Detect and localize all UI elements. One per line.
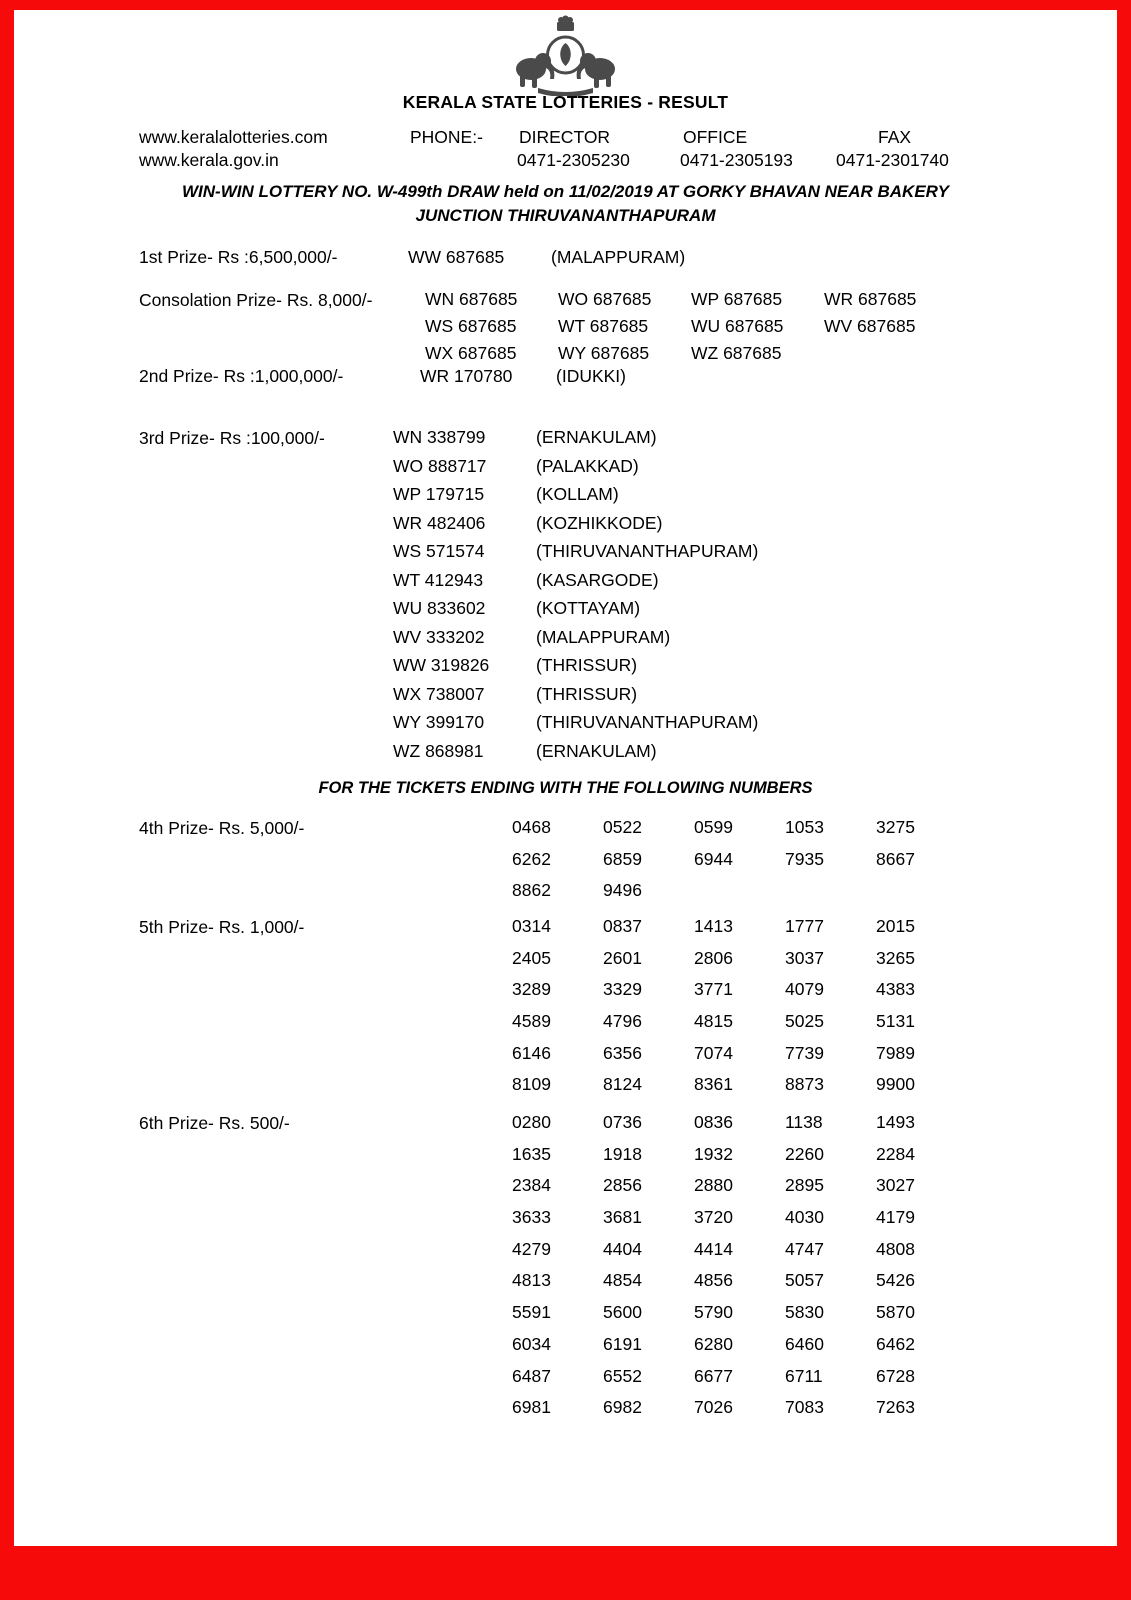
phone-label: PHONE:-	[410, 127, 483, 147]
ticket-number: 4796	[603, 1011, 642, 1032]
ticket-number: 6859	[603, 848, 642, 869]
winner-ticket-number: WU 833602	[393, 598, 486, 619]
ticket-number: 1777	[785, 916, 824, 936]
ticket-number: 6944	[694, 848, 733, 869]
ticket-number: WU 687685	[691, 316, 784, 336]
ticket-number: 3265	[876, 947, 915, 968]
ticket-number-row	[512, 849, 967, 881]
ticket-number-row	[512, 1207, 967, 1239]
ticket-number: 6146	[512, 1042, 551, 1063]
ticket-number: 9496	[603, 880, 642, 901]
ticket-number: 8109	[512, 1074, 551, 1095]
first-prize-ticket-number: WW 687685	[408, 247, 505, 267]
ticket-number: 6552	[603, 1365, 642, 1386]
ticket-number: WX 687685	[425, 343, 517, 363]
ticket-number: 7074	[694, 1042, 733, 1063]
ticket-number: 0837	[603, 916, 642, 936]
ticket-number: 4815	[694, 1011, 733, 1032]
ticket-number-row	[512, 948, 967, 980]
ticket-number-row	[512, 1074, 967, 1106]
ticket-number: 1493	[876, 1112, 915, 1132]
ending-numbers-header: FOR THE TICKETS ENDING WITH THE FOLLOWING NUMBERS	[318, 779, 813, 797]
result-sheet	[14, 10, 1117, 1546]
ticket-number: 4813	[512, 1270, 551, 1291]
ticket-number: 3633	[512, 1207, 551, 1228]
winner-ticket-number: WW 319826	[393, 655, 490, 676]
fourth-prize-number-grid	[512, 817, 967, 912]
draw-title-line1: WIN-WIN LOTTERY NO. W-499th DRAW held on 11/02/2019 AT GORKY BHAVAN NEAR BAKERY	[182, 182, 949, 201]
ticket-number: WP 687685	[691, 289, 783, 309]
ticket-number: 6462	[876, 1333, 915, 1354]
first-prize-district: (MALAPPURAM)	[551, 247, 686, 267]
ticket-number-row	[512, 979, 967, 1011]
third-prize-label: 3rd Prize- Rs :100,000/-	[139, 428, 325, 448]
ticket-number-row	[512, 1302, 967, 1334]
winner-district: (THIRUVANANTHAPURAM)	[536, 712, 759, 733]
ticket-number: 4854	[603, 1270, 642, 1291]
winner-ticket-number: WS 571574	[393, 541, 485, 562]
winner-district: (KASARGODE)	[536, 569, 659, 590]
ticket-number: 1138	[785, 1112, 823, 1132]
prize-winner-row	[393, 712, 758, 741]
prize-winner-row	[393, 741, 758, 770]
ticket-number: 5591	[512, 1302, 551, 1323]
ticket-number: 2405	[512, 947, 551, 968]
ticket-number: 3681	[603, 1207, 642, 1228]
ticket-number: 1413	[694, 916, 733, 936]
winner-ticket-number: WO 888717	[393, 455, 487, 476]
second-prize-district: (IDUKKI)	[556, 366, 626, 386]
fifth-prize-label: 5th Prize- Rs. 1,000/-	[139, 917, 305, 937]
ticket-number: 6677	[694, 1365, 733, 1386]
ticket-number: 4856	[694, 1270, 733, 1291]
ticket-number: WY 687685	[558, 343, 650, 363]
office-label: OFFICE	[683, 127, 748, 147]
ticket-number: 1932	[694, 1143, 733, 1164]
ticket-number: 8862	[512, 880, 551, 901]
ticket-number-row	[512, 1397, 967, 1429]
draw-title	[14, 180, 1117, 228]
ticket-number-row	[512, 916, 967, 948]
ticket-number: 7263	[876, 1397, 915, 1418]
winner-ticket-number: WN 338799	[393, 427, 486, 447]
ticket-number-row	[512, 1334, 967, 1366]
ticket-number: 3027	[876, 1175, 915, 1196]
website-keralagov: www.kerala.gov.in	[139, 150, 279, 170]
ticket-number-row	[512, 817, 967, 849]
winner-district: (THRISSUR)	[536, 655, 638, 676]
ticket-number: 2284	[876, 1143, 915, 1164]
ticket-number: 2601	[603, 947, 642, 968]
ticket-number: 5131	[876, 1011, 915, 1032]
page-title: KERALA STATE LOTTERIES - RESULT	[402, 92, 729, 112]
second-prize-ticket-number: WR 170780	[420, 366, 513, 386]
ticket-number: 7083	[785, 1397, 824, 1418]
ticket-number: 8667	[876, 848, 915, 869]
prize-winner-row	[393, 513, 758, 542]
ticket-number: 7989	[876, 1042, 915, 1063]
ticket-number: 5426	[876, 1270, 915, 1291]
ticket-number: 0836	[694, 1112, 733, 1132]
ticket-number-row	[512, 1144, 967, 1176]
ticket-number: 4079	[785, 979, 824, 1000]
ticket-number-row	[425, 289, 957, 316]
ticket-number-row	[512, 1175, 967, 1207]
ticket-number: 3037	[785, 947, 824, 968]
ticket-number: 4404	[603, 1238, 642, 1259]
sixth-prize-label: 6th Prize- Rs. 500/-	[139, 1113, 290, 1133]
ticket-number: 4808	[876, 1238, 915, 1259]
first-prize-label: 1st Prize- Rs :6,500,000/-	[139, 247, 338, 267]
ticket-number: 5025	[785, 1011, 824, 1032]
ticket-number: 6728	[876, 1365, 915, 1386]
ticket-number: 0599	[694, 817, 733, 837]
ticket-number: 4589	[512, 1011, 551, 1032]
draw-title-line2: JUNCTION THIRUVANANTHAPURAM	[415, 206, 716, 225]
prize-winner-row	[393, 427, 758, 456]
ticket-number-row	[512, 1043, 967, 1075]
ticket-number: 3329	[603, 979, 642, 1000]
ticket-number: 3289	[512, 979, 551, 1000]
ticket-number: 2895	[785, 1175, 824, 1196]
ticket-number-row	[512, 1112, 967, 1144]
third-prize-winner-list	[393, 427, 758, 770]
winner-ticket-number: WX 738007	[393, 683, 485, 704]
prize-winner-row	[393, 541, 758, 570]
ticket-number: 6981	[512, 1397, 551, 1418]
ticket-number: 5870	[876, 1302, 915, 1323]
director-label: DIRECTOR	[519, 127, 611, 147]
second-prize-label: 2nd Prize- Rs :1,000,000/-	[139, 366, 344, 386]
winner-ticket-number: WY 399170	[393, 712, 485, 733]
ticket-number: WS 687685	[425, 316, 517, 336]
winner-ticket-number: WP 179715	[393, 484, 485, 505]
winner-district: (ERNAKULAM)	[536, 427, 657, 447]
prize-winner-row	[393, 684, 758, 713]
ticket-number-row	[512, 880, 967, 912]
ticket-number-row	[512, 1011, 967, 1043]
ticket-number: 8124	[603, 1074, 642, 1095]
winner-district: (THRISSUR)	[536, 683, 638, 704]
ticket-number: 6034	[512, 1333, 551, 1354]
winner-district: (ERNAKULAM)	[536, 741, 657, 762]
ticket-number: 6191	[603, 1333, 642, 1354]
ticket-number: 6280	[694, 1333, 733, 1354]
kerala-state-emblem-icon	[510, 12, 621, 96]
fax-number: 0471-2301740	[836, 150, 949, 170]
prize-winner-row	[393, 570, 758, 599]
ticket-number: 2880	[694, 1175, 733, 1196]
ticket-number: 3275	[876, 817, 915, 837]
prize-winner-row	[393, 456, 758, 485]
ticket-number: 1918	[603, 1143, 642, 1164]
ticket-number: WZ 687685	[691, 343, 782, 363]
ticket-number-row	[512, 1366, 967, 1398]
ticket-number: 2260	[785, 1143, 824, 1164]
winner-district: (MALAPPURAM)	[536, 626, 671, 647]
winner-district: (KOLLAM)	[536, 484, 619, 505]
ticket-number-row	[512, 1270, 967, 1302]
ticket-number: 7935	[785, 848, 824, 869]
ticket-number: 7739	[785, 1042, 824, 1063]
ticket-number: 0314	[512, 916, 551, 936]
ticket-number: 2806	[694, 947, 733, 968]
consolation-ticket-grid	[425, 289, 957, 370]
ticket-number: 2384	[512, 1175, 551, 1196]
ticket-number: WR 687685	[824, 289, 917, 309]
ticket-number: 2856	[603, 1175, 642, 1196]
prize-winner-row	[393, 655, 758, 684]
winner-ticket-number: WT 412943	[393, 569, 484, 590]
ticket-number: 2015	[876, 916, 915, 936]
ticket-number: 1635	[512, 1143, 551, 1164]
ticket-number: 8361	[694, 1074, 733, 1095]
ticket-number: 0468	[512, 817, 551, 837]
winner-ticket-number: WV 333202	[393, 626, 485, 647]
ticket-number-row	[512, 1239, 967, 1271]
winner-district: (KOZHIKKODE)	[536, 512, 663, 533]
prize-winner-row	[393, 484, 758, 513]
ticket-number: 0736	[603, 1112, 642, 1132]
ticket-number: 9900	[876, 1074, 915, 1095]
ticket-number: 8873	[785, 1074, 824, 1095]
ticket-number: 3771	[694, 979, 733, 1000]
ticket-number: 6711	[785, 1365, 823, 1386]
ticket-number: 6982	[603, 1397, 642, 1418]
winner-district: (KOTTAYAM)	[536, 598, 641, 619]
ticket-number: 4030	[785, 1207, 824, 1228]
ticket-number: WO 687685	[558, 289, 652, 309]
ticket-number: 6262	[512, 848, 551, 869]
fourth-prize-label: 4th Prize- Rs. 5,000/-	[139, 818, 305, 838]
ticket-number: 7026	[694, 1397, 733, 1418]
ticket-number: 4279	[512, 1238, 551, 1259]
ticket-number-row	[425, 316, 957, 343]
ticket-number: 6356	[603, 1042, 642, 1063]
winner-district: (PALAKKAD)	[536, 455, 639, 476]
ticket-number: WT 687685	[558, 316, 649, 336]
ticket-number: 4414	[694, 1238, 733, 1259]
ticket-number: 1053	[785, 817, 824, 837]
website-keralalotteries: www.keralalotteries.com	[139, 127, 328, 147]
prize-winner-row	[393, 598, 758, 627]
director-phone-number: 0471-2305230	[517, 150, 630, 170]
winner-ticket-number: WZ 868981	[393, 741, 484, 762]
ticket-number: WV 687685	[824, 316, 916, 336]
ticket-number: 5057	[785, 1270, 824, 1291]
sixth-prize-number-grid	[512, 1112, 967, 1429]
fifth-prize-number-grid	[512, 916, 967, 1106]
fax-label: FAX	[878, 127, 912, 147]
ticket-number: 4383	[876, 979, 915, 1000]
ticket-number: 3720	[694, 1207, 733, 1228]
consolation-prize-label: Consolation Prize- Rs. 8,000/-	[139, 290, 373, 310]
ticket-number: 4179	[876, 1207, 915, 1228]
office-phone-number: 0471-2305193	[680, 150, 793, 170]
winner-district: (THIRUVANANTHAPURAM)	[536, 541, 759, 562]
winner-ticket-number: WR 482406	[393, 512, 486, 533]
ticket-number: 6487	[512, 1365, 551, 1386]
ticket-number: 5600	[603, 1302, 642, 1323]
ticket-number: WN 687685	[425, 289, 518, 309]
ticket-number: 5790	[694, 1302, 733, 1323]
ticket-number: 6460	[785, 1333, 824, 1354]
ticket-number: 5830	[785, 1302, 824, 1323]
ticket-number: 4747	[785, 1238, 824, 1259]
ticket-number: 0280	[512, 1112, 551, 1132]
prize-winner-row	[393, 627, 758, 656]
ticket-number: 0522	[603, 817, 642, 837]
